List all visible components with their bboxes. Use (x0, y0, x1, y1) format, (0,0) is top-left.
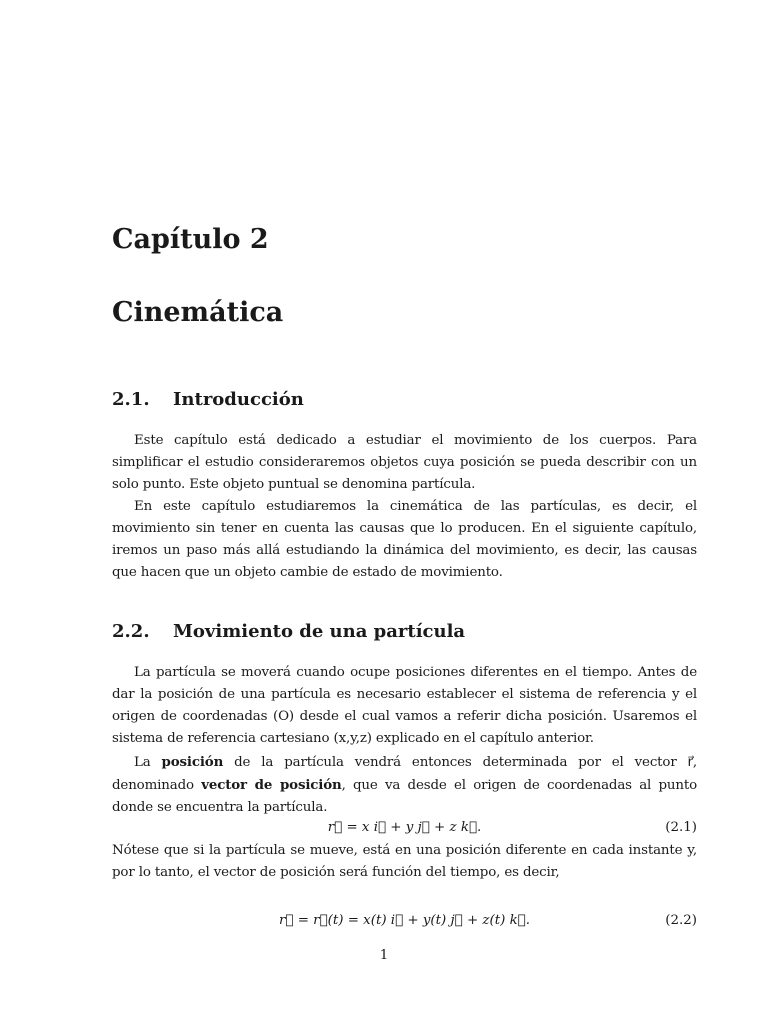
paragraph-movement-2 (112, 751, 697, 819)
section-heading-intro (112, 389, 304, 410)
equation-number: (2.2) (665, 913, 697, 928)
text-run: , que va desde el origen de coordenadas al punto donde se encuentra la partícula. (112, 778, 697, 815)
paragraph-movement-3: Nótese que si la partícula se mueve, está en una posición diferente en cada instante y, por lo tanto, el vector de posición será función del tiempo, es decir, (112, 843, 697, 880)
paragraph-intro-1: Este capítulo está dedicado a estudiar el movimiento de los cuerpos. Para simplificar el estudio consideraremos objetos cuya posición se pueda describir con un solo punto. Este objeto puntual se denomina partícula. (112, 433, 697, 492)
section-number: 2.2. (112, 621, 150, 642)
section-title: Movimiento de una partícula (173, 621, 466, 642)
paragraph-intro-2: En este capítulo estudiaremos la cinemática de las partículas, es decir, el movimiento sin tener en cuenta las causas que lo producen. En el siguiente capítulo, iremos un paso más allá estudiando la dinámica del movimiento, es decir, las causas que hacen que un objeto cambie de estado de movimiento. (112, 499, 697, 580)
equation-body: r⃗ = x i⃗ + y j⃗ + z k⃗. (327, 820, 482, 835)
paragraph-movement-1: La partícula se moverá cuando ocupe posiciones diferentes en el tiempo. Antes de dar la posición de una partícula es necesario establecer el sistema de referencia y el origen de coordenadas (O) desde el cual vamos a referir dicha posición. Usaremos el sistema de referencia cartesiano (x,y,z) explicado en el capítulo anterior. (112, 665, 697, 746)
page-number: 1 (379, 948, 389, 963)
bold-term-position-vector: vector de posición (201, 777, 342, 793)
section-heading-movement (112, 621, 465, 642)
chapter-title: Cinemática (112, 297, 284, 328)
bold-term-position: posición (161, 754, 224, 770)
equation-body: r⃗ = r⃗(t) = x(t) i⃗ + y(t) j⃗ + z(t) k⃗. (279, 913, 530, 928)
equation-number: (2.1) (665, 820, 697, 835)
chapter-label: Capítulo 2 (112, 224, 269, 255)
equation-2-2 (112, 910, 697, 932)
section-title: Introducción (173, 389, 304, 410)
text-run: de la partícula vendrá entonces determinada por el vector r⃗, denominado (112, 755, 697, 793)
equation-2-1 (112, 817, 697, 839)
section-number: 2.1. (112, 389, 150, 410)
text-run: La (134, 755, 162, 770)
